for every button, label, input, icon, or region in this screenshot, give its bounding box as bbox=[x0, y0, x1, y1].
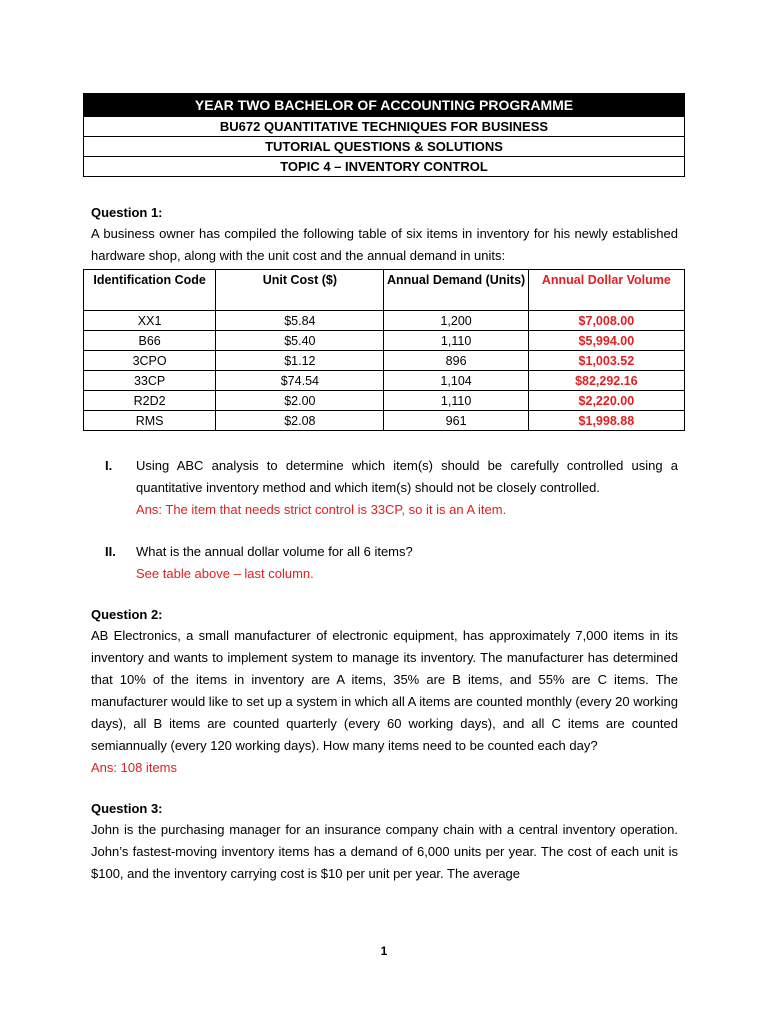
cell-code: 3CPO bbox=[84, 351, 216, 371]
inventory-table bbox=[83, 269, 685, 431]
cell-unit-cost: $74.54 bbox=[216, 371, 384, 391]
topic-title: TOPIC 4 – INVENTORY CONTROL bbox=[84, 157, 685, 177]
question-2-title: Question 2: bbox=[91, 607, 163, 622]
cell-demand: 1,110 bbox=[384, 331, 528, 351]
cell-unit-cost: $5.84 bbox=[216, 311, 384, 331]
question-3-title: Question 3: bbox=[91, 801, 163, 816]
part-2-answer: See table above – last column. bbox=[136, 566, 314, 581]
cell-unit-cost: $2.08 bbox=[216, 411, 384, 431]
question-1-part-1 bbox=[91, 455, 678, 521]
col-header-code: Identification Code bbox=[84, 270, 216, 311]
inventory-table-header bbox=[84, 270, 685, 311]
question-3-text: John is the purchasing manager for an insurance company chain with a central inventory operation. John’s fastest-moving inventory items has a demand of 6,000 units per year. The cost of each unit is $100, and the inventory carrying cost is $10 per unit per year. The average bbox=[91, 822, 678, 881]
document-page bbox=[91, 93, 678, 885]
cell-demand: 961 bbox=[384, 411, 528, 431]
table-row bbox=[84, 411, 685, 431]
table-row bbox=[84, 351, 685, 371]
col-header-unit-cost: Unit Cost ($) bbox=[216, 270, 384, 311]
table-row bbox=[84, 331, 685, 351]
table-row bbox=[84, 311, 685, 331]
table-row bbox=[84, 371, 685, 391]
cell-demand: 1,104 bbox=[384, 371, 528, 391]
header-table bbox=[83, 93, 685, 177]
cell-unit-cost: $1.12 bbox=[216, 351, 384, 371]
course-title: BU672 QUANTITATIVE TECHNIQUES FOR BUSINESS bbox=[84, 117, 685, 137]
cell-demand: 896 bbox=[384, 351, 528, 371]
table-row bbox=[84, 391, 685, 411]
programme-title: YEAR TWO BACHELOR OF ACCOUNTING PROGRAMME bbox=[84, 94, 685, 117]
cell-code: XX1 bbox=[84, 311, 216, 331]
cell-dollar-volume: $2,220.00 bbox=[528, 391, 684, 411]
document-subtitle: TUTORIAL QUESTIONS & SOLUTIONS bbox=[84, 137, 685, 157]
cell-unit-cost: $5.40 bbox=[216, 331, 384, 351]
part-1-number: I. bbox=[105, 458, 113, 473]
question-2-answer: Ans: 108 items bbox=[91, 760, 177, 775]
col-header-dollar-volume: Annual Dollar Volume bbox=[528, 270, 684, 311]
part-2-text: What is the annual dollar volume for all 6 items? bbox=[136, 544, 413, 559]
part-1-answer: Ans: The item that needs strict control is 33CP, so it is an A item. bbox=[136, 502, 507, 517]
question-1-part-2 bbox=[91, 541, 678, 585]
cell-code: 33CP bbox=[84, 371, 216, 391]
cell-demand: 1,200 bbox=[384, 311, 528, 331]
cell-code: B66 bbox=[84, 331, 216, 351]
cell-dollar-volume: $82,292.16 bbox=[528, 371, 684, 391]
cell-unit-cost: $2.00 bbox=[216, 391, 384, 411]
cell-code: R2D2 bbox=[84, 391, 216, 411]
cell-dollar-volume: $1,003.52 bbox=[528, 351, 684, 371]
part-2-number: II. bbox=[105, 544, 116, 559]
question-1-title: Question 1: bbox=[91, 205, 163, 220]
page-number: 1 bbox=[380, 944, 388, 958]
cell-demand: 1,110 bbox=[384, 391, 528, 411]
cell-dollar-volume: $1,998.88 bbox=[528, 411, 684, 431]
cell-code: RMS bbox=[84, 411, 216, 431]
part-1-text: Using ABC analysis to determine which item(s) should be carefully controlled using a quantitative inventory method and which item(s) should not be closely controlled. bbox=[136, 458, 678, 495]
cell-dollar-volume: $5,994.00 bbox=[528, 331, 684, 351]
question-2-text: AB Electronics, a small manufacturer of electronic equipment, has approximately 7,000 items in its inventory and wants to implement system to manage its inventory. The manufacturer has determined that 10% of the items in inventory are A items, 35% are B items, and 55% are C items. The manufacturer would like to set up a system in which all A items are counted monthly (every 20 working days), all B items are counted quarterly (every 60 working days), and all C items are counted semiannually (every 120 working days). How many items need to be counted each day? bbox=[91, 628, 678, 753]
col-header-annual-demand: Annual Demand (Units) bbox=[384, 270, 528, 311]
cell-dollar-volume: $7,008.00 bbox=[528, 311, 684, 331]
question-1-text: A business owner has compiled the following table of six items in inventory for his newly established hardware shop, along with the unit cost and the annual demand in units: bbox=[91, 226, 678, 263]
